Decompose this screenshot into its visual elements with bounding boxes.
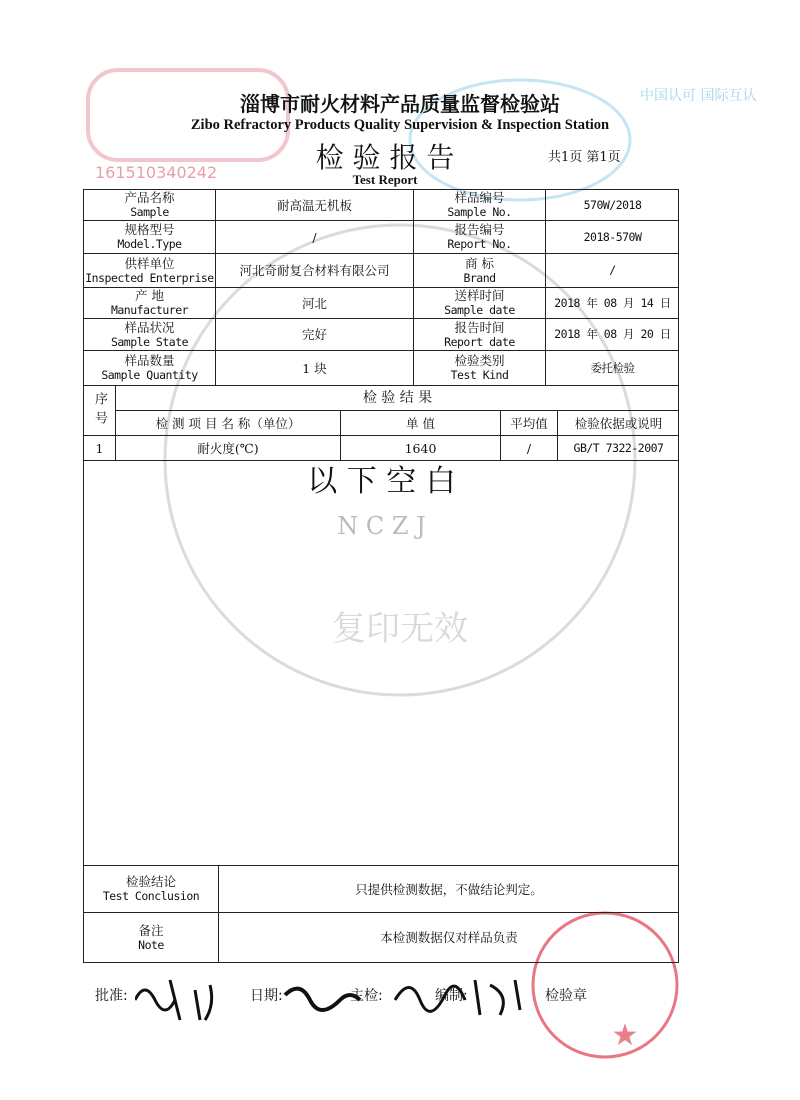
field-label-line-cn: 样品编号 — [454, 190, 505, 205]
approve-label: 批准: — [95, 988, 128, 1004]
field-label-line-cn: 供样单位 — [124, 255, 175, 271]
field-label — [84, 319, 216, 351]
field-label-line-cn: 规格型号 — [124, 222, 175, 237]
report-table — [83, 189, 679, 963]
field-label-line-en: Inspected Enterprise — [85, 270, 214, 285]
field-label — [84, 288, 216, 319]
field-label-line-cn: 送样时间 — [454, 288, 505, 303]
field-label-line-cn: 产 地 — [135, 288, 164, 303]
column-header: 单 值 — [341, 411, 501, 436]
results-title: 检 验 结 果 — [116, 386, 679, 411]
field-label — [414, 288, 546, 319]
field-value: / — [546, 254, 679, 288]
date-label: 日期: — [250, 988, 283, 1004]
note-label — [84, 913, 219, 962]
field-label — [84, 221, 216, 254]
blank-marker: 以 下 空 白 — [307, 464, 456, 499]
row-value: 1640 — [341, 436, 501, 461]
row-avg: / — [501, 436, 558, 461]
field-value: 耐高温无机板 — [216, 190, 414, 221]
row-item: 耐火度(℃) — [116, 436, 341, 461]
row-basis: GB/T 7322-2007 — [558, 436, 679, 461]
field-value: 2018 年 08 月 14 日 — [546, 288, 679, 319]
field-label-line-en: Sample Quantity — [101, 368, 198, 382]
field-label — [414, 351, 546, 386]
field-label-line-cn: 检验类别 — [454, 353, 505, 368]
field-label — [414, 221, 546, 254]
seal-label: 检验章 — [545, 988, 587, 1004]
field-value: 委托检验 — [546, 351, 679, 386]
conclusion-label-line-cn: 检验结论 — [125, 874, 176, 889]
conclusion-value: 只提供检测数据，不做结论判定。 — [219, 866, 679, 913]
field-label — [414, 190, 546, 221]
station-title-cn: 淄博市耐火材料产品质量监督检验站 — [240, 92, 560, 116]
field-value: / — [216, 221, 414, 254]
field-label-line-en: Test Kind — [450, 368, 509, 382]
note-label-line-en: Note — [138, 937, 164, 952]
field-label-line-en: Sample — [130, 205, 169, 219]
field-label-line-en: Sample State — [110, 334, 189, 349]
report-title-en: Test Report — [352, 172, 418, 187]
field-label — [84, 190, 216, 221]
watermark-text: N C Z J — [337, 512, 426, 540]
field-label — [414, 254, 546, 288]
field-label-line-en: Brand — [463, 270, 496, 285]
field-label — [414, 319, 546, 351]
field-value: 1 块 — [216, 351, 414, 386]
field-value: 570W/2018 — [546, 190, 679, 221]
seq-header: 序号 — [84, 386, 116, 436]
field-label-line-en: Report date — [444, 334, 515, 349]
cnas-text: 中国认可 国际互认 — [640, 88, 757, 104]
field-label-line-cn: 样品状况 — [124, 319, 175, 335]
field-value: 河北奇耐复合材料有限公司 — [216, 254, 414, 288]
editor-label: 编制: — [435, 988, 468, 1004]
copy-invalid-watermark: 复印无效 — [332, 609, 468, 649]
field-label-line-en: Report No. — [447, 237, 512, 251]
handwritten-signatures — [135, 970, 575, 1030]
field-label-line-cn: 报告编号 — [454, 222, 505, 237]
blank-area — [84, 461, 679, 866]
field-label-line-cn: 商 标 — [465, 255, 494, 271]
field-value: 2018 年 08 月 20 日 — [546, 319, 679, 351]
conclusion-label — [84, 866, 219, 913]
station-title-en: Zibo Refractory Products Quality Supervision & Inspection Station — [190, 117, 610, 133]
field-value: 完好 — [216, 319, 414, 351]
page-count: 共1页 第1页 — [548, 150, 621, 165]
seal-star-icon: ★ — [611, 1018, 639, 1053]
field-value: 河北 — [216, 288, 414, 319]
cma-number: 161510340242 — [95, 163, 218, 182]
field-label-line-cn: 报告时间 — [454, 319, 505, 335]
conclusion-label-line-en: Test Conclusion — [102, 889, 200, 903]
row-seq: 1 — [84, 436, 116, 461]
note-label-line-cn: 备注 — [138, 922, 164, 938]
field-value: 2018-570W — [546, 221, 679, 254]
column-header: 平均值 — [501, 411, 558, 436]
report-title-cn: 检 验 报 告 — [315, 141, 455, 174]
note-value: 本检测数据仅对样品负责 — [380, 930, 518, 945]
field-label-line-en: Sample date — [444, 303, 515, 317]
field-label — [84, 254, 216, 288]
field-label-line-cn: 样品数量 — [124, 353, 175, 368]
chief-inspector-label: 主检: — [350, 988, 383, 1004]
field-label-line-en: Model.Type — [117, 237, 182, 251]
column-header: 检 测 项 目 名 称（单位） — [116, 411, 341, 436]
column-header: 检验依据或说明 — [558, 411, 679, 436]
field-label-line-cn: 产品名称 — [124, 190, 175, 205]
field-label — [84, 351, 216, 386]
field-label-line-en: Sample No. — [447, 205, 512, 219]
field-label-line-en: Manufacturer — [110, 303, 189, 317]
